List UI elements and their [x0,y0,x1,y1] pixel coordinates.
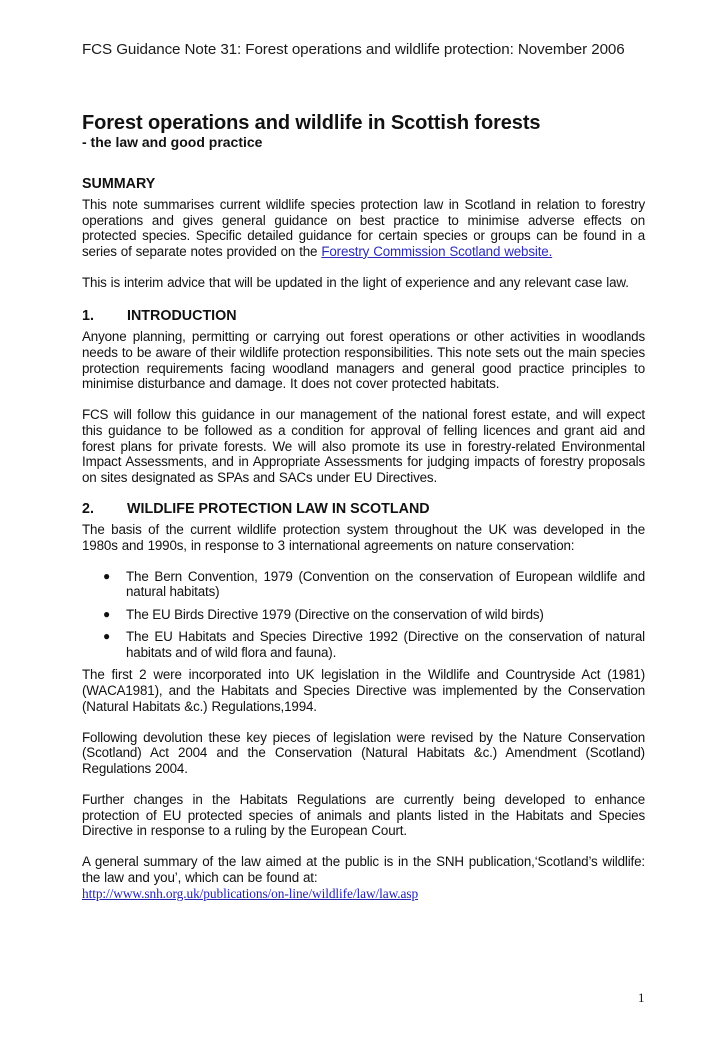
bullet-icon: ● [103,606,111,621]
law-intro-paragraph: The basis of the current wildlife protection system throughout the UK was developed in the 1980s and 1990s, in response to 3 international agreements on nature conservation: [82,522,645,553]
document-subtitle: - the law and good practice [82,134,263,150]
section-2-title: WILDLIFE PROTECTION LAW IN SCOTLAND [127,501,430,518]
section-1-number: 1. [82,308,94,325]
section-2-number: 2. [82,501,94,518]
snh-law-link[interactable]: http://www.snh.org.uk/publications/on-line/wildlife/law/law.asp [82,885,419,901]
section-2-heading [82,501,645,518]
document-title: Forest operations and wildlife in Scottish forests [82,112,541,134]
agreements-list [82,569,645,661]
running-header: FCS Guidance Note 31: Forest operations and wildlife protection: November 2006 [82,41,625,58]
intro-paragraph-1: Anyone planning, permitting or carrying out forest operations or other activities in woodlands needs to be aware of their wildlife protection responsibilities. This note sets out the main species protection requirements facing woodland managers and general good practice principles to minimise disturbance and damage. It does not cover protected habitats. [82,329,645,392]
summary-heading-text: SUMMARY [82,176,156,192]
law-paragraph-1: The first 2 were incorporated into UK legislation in the Wildlife and Countryside Act (1981) (WACA1981), and the Habitats and Species Directive was implemented by the Conservation (Natural Habitats &c.) Regulations,1994. [82,667,645,714]
list-item [82,607,645,623]
intro-paragraph-2: FCS will follow this guidance in our management of the national forest estate, and will expect this guidance to be followed as a condition for approval of felling licences and grant aid and forest plans for private forests. We will also promote its use in forestry-related Environmental Impact Assessments, and in Appropriate Assessments for judging impacts of forestry proposals on sites designated as SPAs and SACs under EU Directives. [82,407,645,485]
bullet-icon: ● [103,568,111,583]
summary-paragraph-1 [82,197,645,259]
law-paragraph-4: A general summary of the law aimed at the public is in the SNH publication,‘Scotland’s wildlife: the law and you’, which can be found at: [82,854,645,885]
section-1-title: INTRODUCTION [127,308,237,325]
summary-heading [82,176,645,193]
page-number: 1 [638,990,645,1005]
bullet-icon: ● [103,629,111,644]
list-item [82,569,645,600]
summary-paragraph-2: This is interim advice that will be updated in the light of experience and any relevant case law. [82,274,629,290]
law-paragraph-2: Following devolution these key pieces of legislation were revised by the Nature Conservation (Scotland) Act 2004 and the Conservation (Natural Habitats &c.) Amendment (Scotland) Regulations 2004. [82,729,645,776]
list-item-text: The EU Birds Directive 1979 (Directive on the conservation of wild birds) [126,606,544,622]
section-1-heading [82,308,645,325]
list-item-text: The Bern Convention, 1979 (Convention on the conservation of European wildlife and natural habitats) [126,568,645,600]
fcs-website-link[interactable]: Forestry Commission Scotland website. [321,243,553,259]
snh-url-line [82,886,645,902]
page-content [82,112,645,901]
summary-paragraph-1-text: This note summarises current wildlife species protection law in Scotland in relation to forestry operations and gives general guidance on best practice to minimise adverse effects on protected species. Specific detailed guidance for certain species or groups can be found in a series of separate notes provided on the [82,197,645,259]
law-paragraph-3: Further changes in the Habitats Regulations are currently being developed to enhance protection of EU protected species of animals and plants listed in the Habitats and Species Directive in response to a ruling by the European Court. [82,792,645,839]
list-item [82,629,645,660]
list-item-text: The EU Habitats and Species Directive 1992 (Directive on the conservation of natural habitats and of wild flora and fauna). [126,629,645,660]
